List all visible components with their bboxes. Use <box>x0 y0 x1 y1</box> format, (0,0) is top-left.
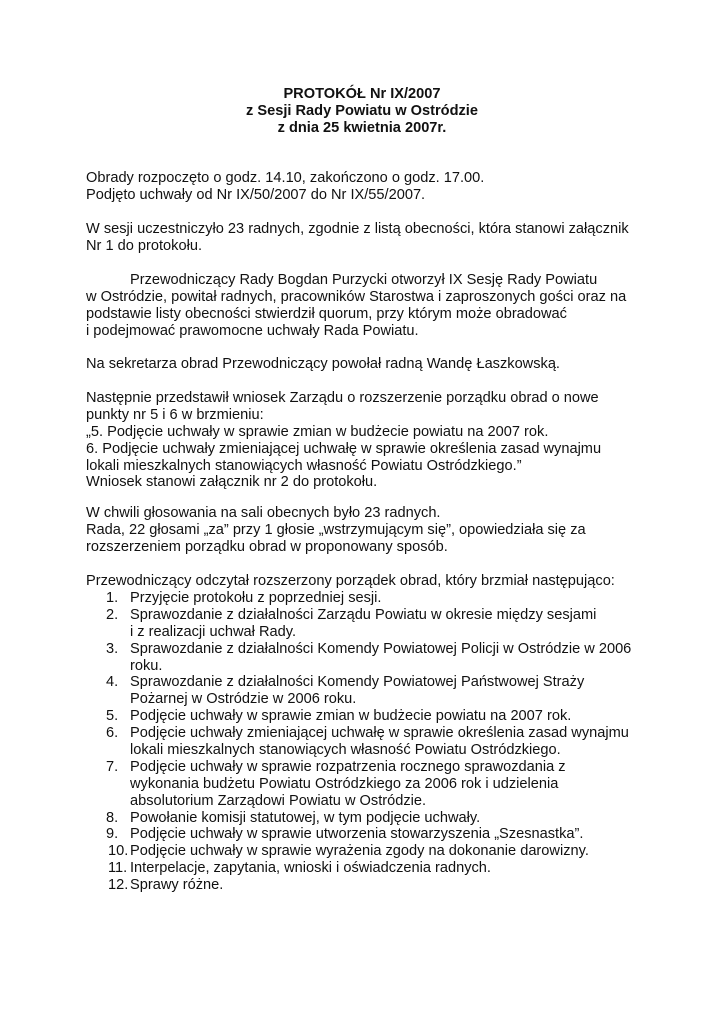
agenda-item-text: Sprawozdanie z działalności Komendy Powiatowej Państwowej Straży <box>130 674 585 691</box>
protocol-date: z dnia 25 kwietnia 2007r. <box>277 119 447 136</box>
agenda-item <box>86 590 646 607</box>
agenda-item-text: roku. <box>130 657 163 674</box>
paragraph-line: Rada, 22 głosami „za” przy 1 głosie „wstrzymującym się”, opowiedziała się za <box>86 521 586 538</box>
agenda-item-number: 9. <box>106 826 119 843</box>
paragraph-line: W sesji uczestniczyło 23 radnych, zgodnie z listą obecności, która stanowi załącznik <box>86 221 629 237</box>
agenda-item <box>86 826 646 843</box>
agenda-item-text: Podjęcie uchwały w sprawie utworzenia stowarzyszenia „Szesnastka”. <box>130 826 584 843</box>
agenda-item-text: Podjęcie uchwały zmieniającej uchwałę w sprawie określenia zasad wynajmu <box>130 725 629 742</box>
paragraph-line: w Ostródzie, powitał radnych, pracowników Starostwa i zaproszonych gości oraz na <box>86 288 627 305</box>
agenda-item <box>86 708 646 725</box>
agenda-item-number: 12. <box>108 877 129 894</box>
agenda-item-text: Podjęcie uchwały w sprawie wyrażenia zgody na dokonanie darowizny. <box>130 843 589 860</box>
paragraph-line: Nr 1 do protokołu. <box>86 237 203 254</box>
agenda-list <box>86 590 646 894</box>
agenda-item-number: 3. <box>106 640 119 657</box>
paragraph-line: podstawie listy obecności stwierdził quorum, przy którym może obradować <box>86 305 567 322</box>
agenda-item-text: absolutorium Zarządowi Powiatu w Ostródzie. <box>130 792 427 809</box>
paragraph-line: Wniosek stanowi załącznik nr 2 do protokołu. <box>86 474 378 491</box>
agenda-item-number: 6. <box>106 725 119 742</box>
paragraph-line: punkty nr 5 i 6 w brzmieniu: <box>86 406 264 423</box>
agenda-item <box>86 725 646 759</box>
paragraph-line: Następnie przedstawił wniosek Zarządu o rozszerzenie porządku obrad o nowe <box>86 390 599 406</box>
agenda-item-text: Sprawy różne. <box>130 877 224 894</box>
paragraph-opening <box>86 272 646 340</box>
agenda-item-text: Interpelacje, zapytania, wnioski i oświadczenia radnych. <box>130 860 491 877</box>
agenda-item-number: 5. <box>106 708 119 725</box>
paragraph-line: i podejmować prawomocne uchwały Rada Powiatu. <box>86 322 419 339</box>
agenda-item-number: 11. <box>108 860 128 877</box>
agenda-item <box>86 810 646 827</box>
paragraph-agenda-extension <box>86 390 646 491</box>
agenda-item-number: 8. <box>106 809 119 826</box>
agenda-item-text: Sprawozdanie z działalności Komendy Powiatowej Policji w Ostródzie w 2006 <box>130 640 632 657</box>
paragraph-line: Na sekretarza obrad Przewodniczący powołał radną Wandę Łaszkowską. <box>86 356 560 372</box>
agenda-item-text: Pożarnej w Ostródzie w 2006 roku. <box>130 691 357 708</box>
agenda-item-number: 2. <box>106 606 119 623</box>
paragraph-line: Przewodniczący Rady Bogdan Purzycki otworzył IX Sesję Rady Powiatu <box>130 272 598 288</box>
agenda-item-text: Sprawozdanie z działalności Zarządu Powiatu w okresie między sesjami <box>130 606 597 623</box>
agenda-item <box>86 843 646 860</box>
agenda-item <box>86 877 646 894</box>
agenda-item-text: lokali mieszkalnych stanowiących własność Powiatu Ostródzkiego. <box>130 742 561 759</box>
agenda-item <box>86 674 646 708</box>
agenda-item <box>86 641 646 675</box>
paragraph-line: rozszerzeniem porządku obrad w proponowany sposób. <box>86 538 448 555</box>
paragraph-secretary <box>86 356 646 373</box>
agenda-item-number: 4. <box>106 674 119 691</box>
paragraph-line: Podjęto uchwały od Nr IX/50/2007 do Nr IX/55/2007. <box>86 186 426 203</box>
agenda-item <box>86 607 646 641</box>
paragraph-agenda-intro <box>86 573 646 590</box>
agenda-item-text: Podjęcie uchwały w sprawie rozpatrzenia rocznego sprawozdania z <box>130 758 566 775</box>
paragraph-line: W chwili głosowania na sali obecnych było 23 radnych. <box>86 505 441 521</box>
paragraph-attendance <box>86 221 646 255</box>
agenda-item-text: i z realizacji uchwał Rady. <box>130 623 296 640</box>
paragraph-line: Przewodniczący odczytał rozszerzony porządek obrad, który brzmiał następująco: <box>86 573 615 589</box>
protocol-subtitle: z Sesji Rady Powiatu w Ostródzie <box>246 102 478 119</box>
agenda-item-text: wykonania budżetu Powiatu Ostródzkiego za 2006 rok i udzielenia <box>130 775 559 792</box>
agenda-item-number: 1. <box>106 590 119 606</box>
agenda-item <box>86 759 646 810</box>
agenda-item-number: 7. <box>106 758 119 775</box>
agenda-item-number: 10. <box>108 843 129 860</box>
agenda-item-text: Przyjęcie protokołu z poprzedniej sesji. <box>130 590 382 606</box>
agenda-item-text: Powołanie komisji statutowej, w tym podjęcie uchwały. <box>130 809 481 826</box>
paragraph-vote <box>86 505 646 556</box>
paragraph-line: lokali mieszkalnych stanowiących własność Powiatu Ostródzkiego.” <box>86 457 522 474</box>
agenda-item-text: Podjęcie uchwały w sprawie zmian w budżecie powiatu na 2007 rok. <box>130 708 572 725</box>
agenda-item <box>86 860 646 877</box>
paragraph-line: „5. Podjęcie uchwały w sprawie zmian w budżecie powiatu na 2007 rok. <box>86 423 549 440</box>
document-header <box>0 86 724 137</box>
paragraph-session-times <box>86 170 646 204</box>
paragraph-line: Obrady rozpoczęto o godz. 14.10, zakończono o godz. 17.00. <box>86 170 485 186</box>
paragraph-line: 6. Podjęcie uchwały zmieniającej uchwałę w sprawie określenia zasad wynajmu <box>86 440 602 457</box>
protocol-title: PROTOKÓŁ Nr IX/2007 <box>283 86 441 102</box>
